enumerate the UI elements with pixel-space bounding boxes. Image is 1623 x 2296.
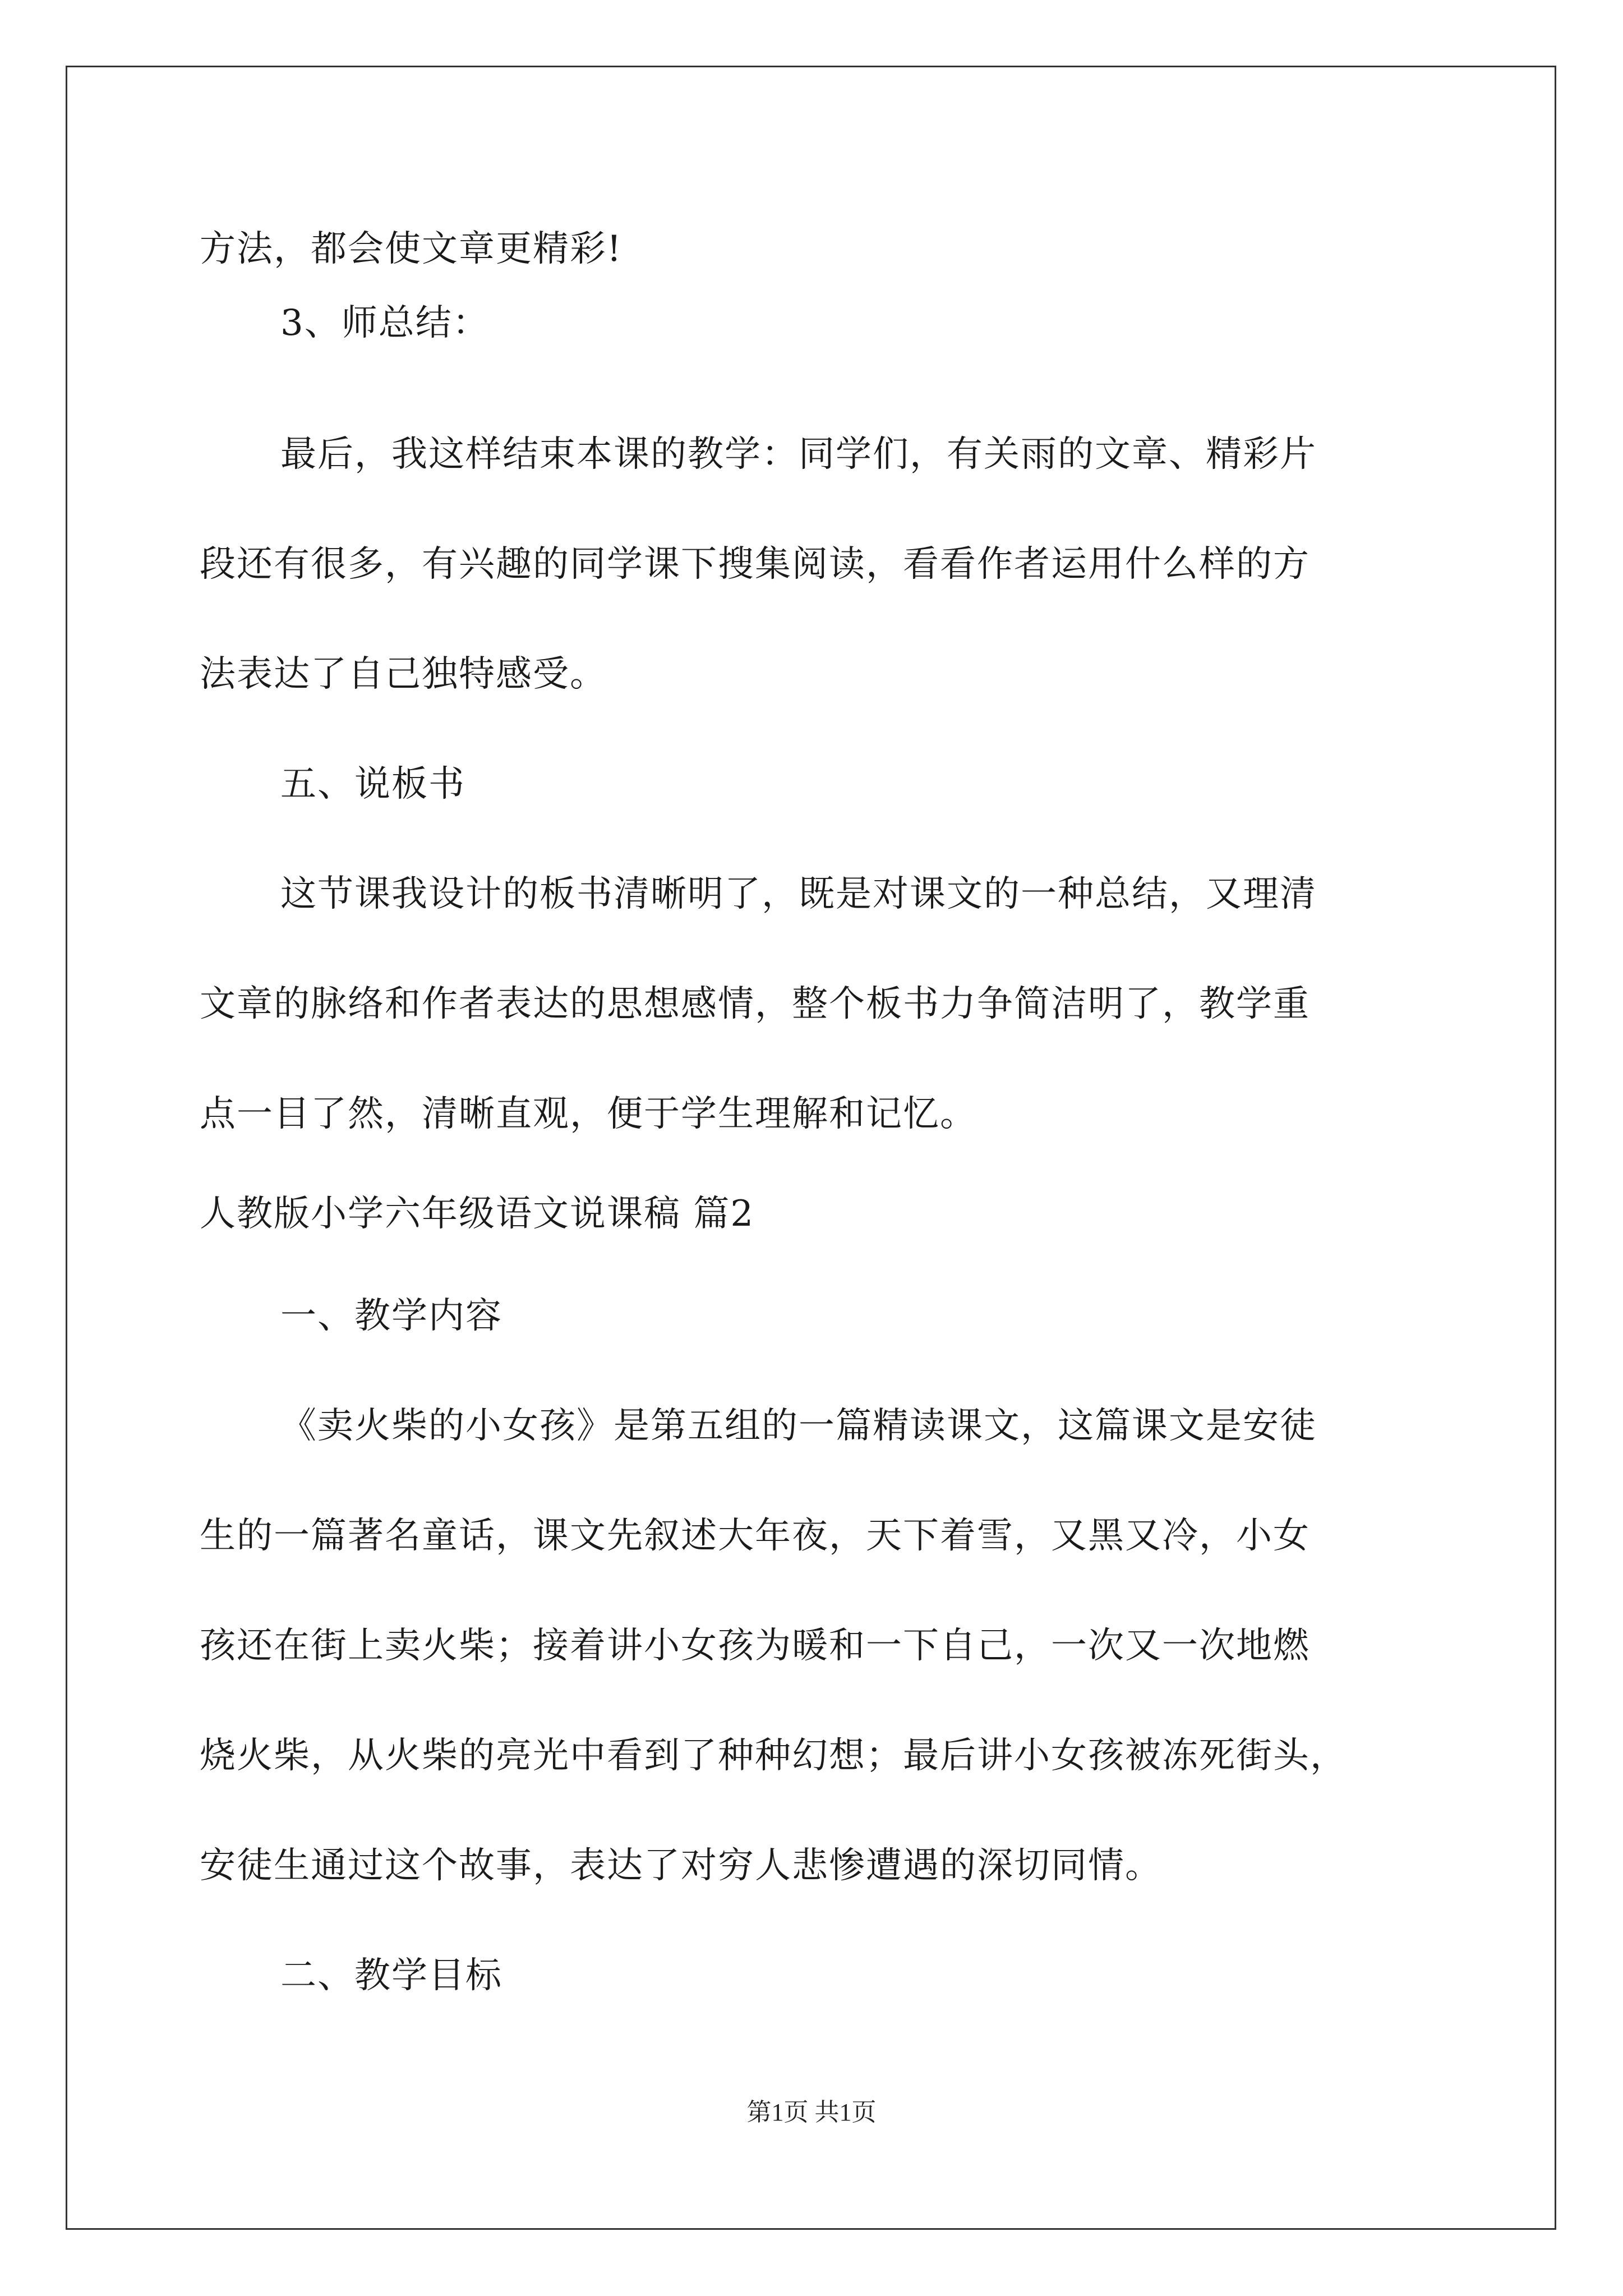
text-line: 这节课我设计的板书清晰明了，既是对课文的一种总结，又理清 — [280, 873, 1317, 915]
text-line: 生的一篇著名童话，课文先叙述大年夜，天下着雪，又黑又冷，小女 — [200, 1515, 1310, 1557]
text-line: 最后，我这样结束本课的教学：同学们，有关雨的文章、精彩片 — [280, 434, 1317, 475]
article-title: 人教版小学六年级语文说课稿 篇2 — [200, 1193, 755, 1235]
text-line: 《卖火柴的小女孩》是第五组的一篇精读课文，这篇课文是安徒 — [280, 1405, 1317, 1447]
page-border — [66, 66, 1556, 2230]
page-footer: 第1页 共1页 — [746, 2099, 877, 2126]
text-line: 烧火柴，从火柴的亮光中看到了种种幻想；最后讲小女孩被冻死街头， — [200, 1735, 1347, 1777]
text-line: 安徒生通过这个故事，表达了对穷人悲惨遭遇的深切同情。 — [200, 1845, 1162, 1887]
text-line: 方法，都会使文章更精彩! — [200, 228, 623, 270]
section-heading: 3、师总结： — [280, 302, 490, 344]
section-heading: 二、教学目标 — [280, 1955, 502, 1996]
section-heading: 一、教学内容 — [280, 1295, 502, 1337]
text-line: 点一目了然，清晰直观，便于学生理解和记忆。 — [200, 1093, 977, 1135]
section-heading: 五、说板书 — [280, 763, 465, 805]
text-line: 孩还在街上卖火柴；接着讲小女孩为暖和一下自己，一次又一次地燃 — [200, 1625, 1310, 1667]
text-line: 段还有很多，有兴趣的同学课下搜集阅读，看看作者运用什么样的方 — [200, 544, 1310, 585]
text-line: 法表达了自己独特感受。 — [200, 654, 607, 695]
text-line: 文章的脉络和作者表达的思想感情，整个板书力争简洁明了，教学重 — [200, 983, 1310, 1025]
